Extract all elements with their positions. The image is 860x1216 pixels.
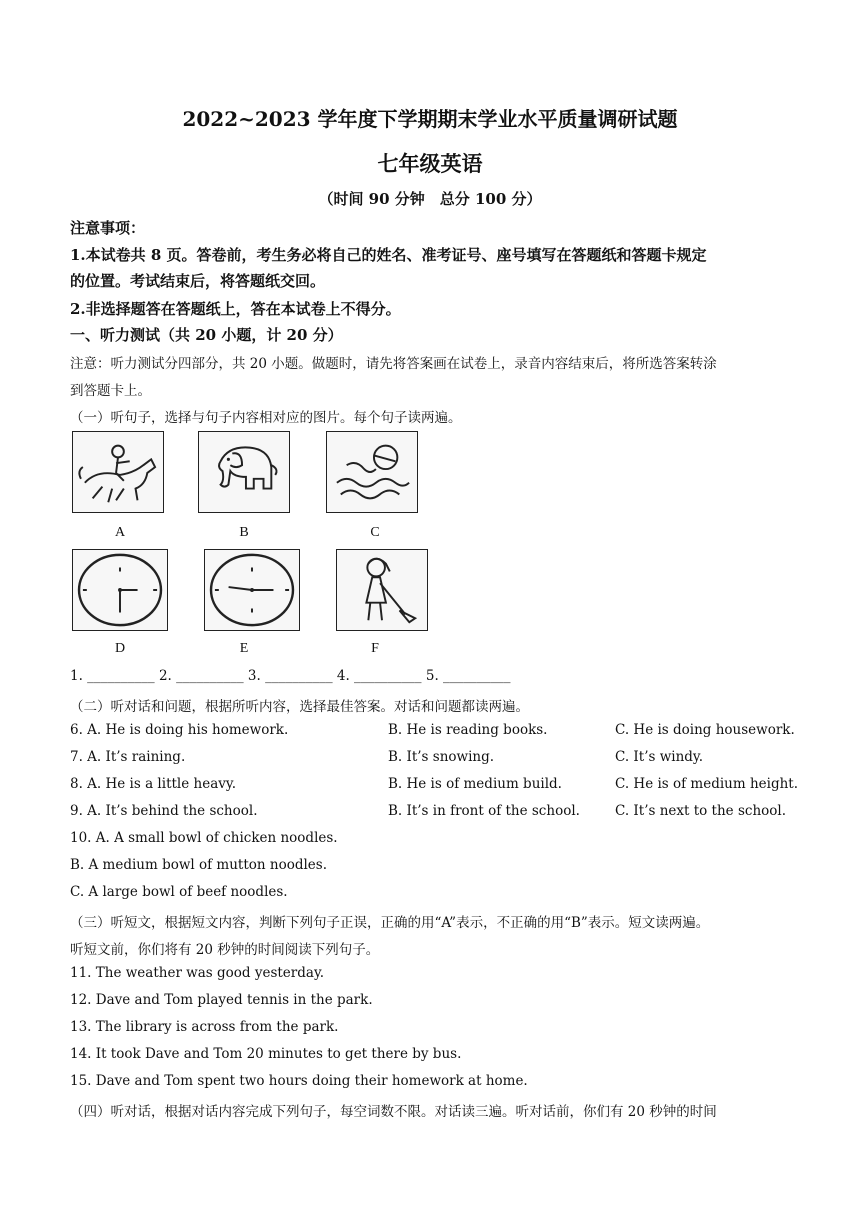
- notice-item-2: 2.非选择题答在答题纸上，答在本试卷上不得分。: [70, 300, 401, 318]
- picture-f: [336, 549, 428, 631]
- picture-a: [72, 431, 164, 513]
- elephant-icon: [199, 432, 289, 512]
- picture-c: [326, 431, 418, 513]
- q6-option-c: C. He is doing housework.: [615, 722, 795, 738]
- picture-label-b: B: [239, 525, 249, 540]
- q6-option-a: 6. A. He is doing his homework.: [70, 722, 289, 738]
- picture-label-f: F: [371, 641, 379, 656]
- statement-13: 13. The library is across from the park.: [70, 1019, 339, 1035]
- part2-instruction: （二）听对话和问题，根据所听内容，选择最佳答案。对话和问题都读两遍。: [70, 699, 529, 715]
- q7-option-b: B. It’s snowing.: [388, 749, 495, 765]
- q6-option-b: B. He is reading books.: [388, 722, 548, 738]
- q7-option-a: 7. A. It’s raining.: [70, 749, 186, 765]
- girl-sweeping-icon: [337, 550, 427, 630]
- q10-option-b: B. A medium bowl of mutton noodles.: [70, 857, 328, 873]
- statement-15: 15. Dave and Tom spent two hours doing their homework at home.: [70, 1073, 528, 1089]
- answer-blanks: 1. __________ 2. __________ 3. __________ 4. __________ 5. __________: [70, 668, 511, 684]
- part4-instruction: （四）听对话，根据对话内容完成下列句子，每空词数不限。对话读三遍。听对话前，你们有 20 秒钟的时间: [70, 1104, 717, 1120]
- statement-12: 12. Dave and Tom played tennis in the park.: [70, 992, 373, 1008]
- part3-instruction-line-1: （三）听短文，根据短文内容，判断下列句子正误，正确的用“A”表示，不正确的用“B”表示。短文读两遍。: [70, 915, 710, 931]
- horse-rider-icon: [73, 432, 163, 512]
- q8-option-b: B. He is of medium build.: [388, 776, 562, 792]
- part3-instruction-line-2: 听短文前，你们将有 20 秒钟的时间阅读下列句子。: [70, 942, 380, 958]
- listening-note-line-2: 到答题卡上。: [70, 383, 151, 399]
- picture-label-d: D: [114, 641, 126, 656]
- q9-option-c: C. It’s next to the school.: [615, 803, 787, 819]
- listening-note-line-1: 注意：听力测试分四部分，共 20 小题。做题时，请先将答案画在试卷上，录音内容结束后，将所选答案转涂: [70, 356, 717, 372]
- q9-option-a: 9. A. It’s behind the school.: [70, 803, 258, 819]
- notice-heading: 注意事项：: [70, 219, 146, 237]
- clock-six-icon: [73, 550, 167, 630]
- notice-item-1-line-1: 1.本试卷共 8 页。答卷前，考生务必将自己的姓名、准考证号、座号填写在答题纸和答题卡规定: [70, 246, 707, 264]
- exam-title: 2022~2023 学年度下学期期末学业水平质量调研试题: [182, 107, 678, 131]
- notice-item-1-line-2: 的位置。考试结束后，将答题纸交回。: [70, 272, 326, 290]
- statement-14: 14. It took Dave and Tom 20 minutes to get there by bus.: [70, 1046, 462, 1062]
- q8-option-c: C. He is of medium height.: [615, 776, 799, 792]
- subject-title: 七年级英语: [377, 151, 483, 176]
- picture-d: [72, 549, 168, 631]
- statement-11: 11. The weather was good yesterday.: [70, 965, 325, 981]
- part1-instruction: （一）听句子，选择与句子内容相对应的图片。每个句子读两遍。: [70, 410, 462, 426]
- q10-option-c: C. A large bowl of beef noodles.: [70, 884, 288, 900]
- clock-quarter-icon: [205, 550, 299, 630]
- section-heading: 一、听力测试（共 20 小题，计 20 分）: [70, 326, 343, 344]
- picture-label-a: A: [114, 525, 126, 540]
- q8-option-a: 8. A. He is a little heavy.: [70, 776, 237, 792]
- picture-e: [204, 549, 300, 631]
- picture-b: [198, 431, 290, 513]
- picture-label-e: E: [239, 641, 249, 656]
- q9-option-b: B. It’s in front of the school.: [388, 803, 580, 819]
- swimmer-icon: [327, 432, 417, 512]
- q10-option-a: 10. A. A small bowl of chicken noodles.: [70, 830, 338, 846]
- picture-label-c: C: [370, 525, 380, 540]
- exam-info: （时间 90 分钟 总分 100 分）: [318, 190, 542, 208]
- q7-option-c: C. It’s windy.: [615, 749, 704, 765]
